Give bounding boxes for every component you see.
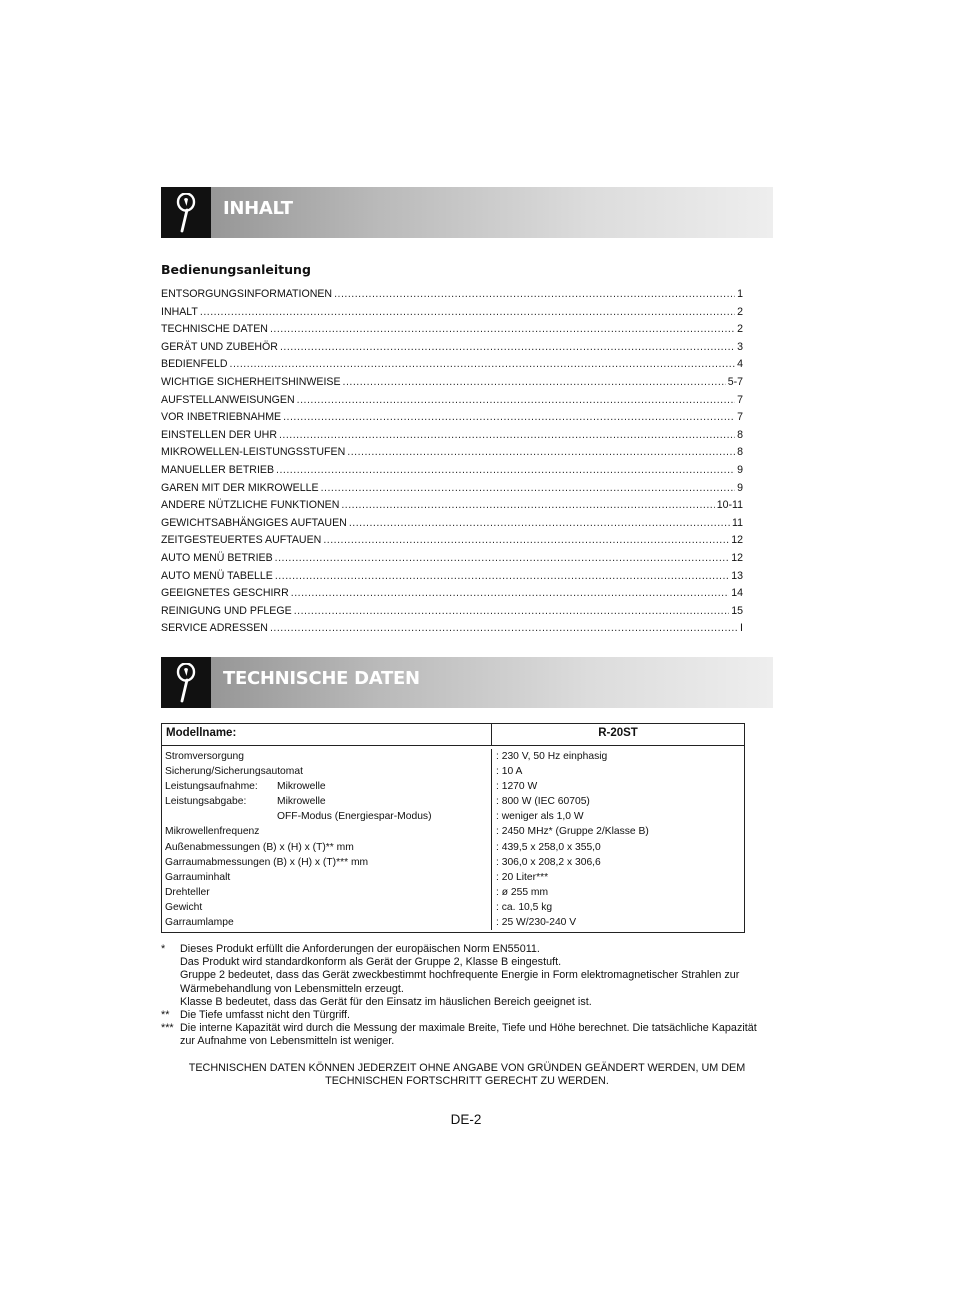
footnote-marker: ** <box>161 1009 170 1022</box>
table-of-contents <box>161 286 743 638</box>
toc-leader-dots <box>347 444 735 462</box>
toc-entry-page: 15 <box>731 604 743 617</box>
spec-label: Garraumabmessungen (B) x (H) x (T)*** mm <box>165 856 369 868</box>
toc-entry <box>161 550 743 568</box>
spec-label: Drehteller <box>165 886 210 898</box>
toc-entry-page: 10-11 <box>716 499 743 512</box>
toc-entry-label: AUFSTELLANWEISUNGEN <box>161 393 295 406</box>
toc-entry <box>161 286 743 304</box>
toc-leader-dots <box>343 374 726 392</box>
toc-entry <box>161 356 743 374</box>
toc-entry-label: INHALT <box>161 305 198 318</box>
toc-entry-page: 7 <box>737 393 743 406</box>
spec-row-value: : ø 255 mm <box>496 886 549 898</box>
spec-row-label <box>165 915 491 930</box>
toc-entry-label: SERVICE ADRESSEN <box>161 622 268 635</box>
section-title: Bedienungsanleitung <box>161 262 311 277</box>
toc-leader-dots <box>321 480 736 498</box>
toc-entry-label: EINSTELLEN DER UHR <box>161 428 277 441</box>
spec-label: Garraumlampe <box>165 917 234 929</box>
footnote-line: Gruppe 2 bedeutet, dass das Gerät zweckbestimmt hochfrequente Energie in Form elektromagnetischer Strahlen zur Wärmebehandlung von Lebensmitteln erzeugt. <box>180 969 740 995</box>
spec-label: Stromversorgung <box>165 751 244 762</box>
toc-entry <box>161 497 743 515</box>
toc-entry-label: VOR INBETRIEBNAHME <box>161 411 282 424</box>
toc-entry <box>161 462 743 480</box>
toc-leader-dots <box>341 497 714 515</box>
toc-entry-label: TECHNISCHE DATEN <box>161 323 268 336</box>
toc-entry <box>161 409 743 427</box>
toc-entry-page: 8 <box>737 446 743 459</box>
spec-row-value: : 20 Liter*** <box>496 871 549 883</box>
spec-label: Sicherung/Sicherungsautomat <box>165 766 303 778</box>
spec-row-label <box>165 870 491 885</box>
toc-entry-page: 5-7 <box>727 375 743 388</box>
spec-row-label <box>165 900 491 915</box>
spec-values-column <box>492 749 744 930</box>
toc-leader-dots <box>291 585 729 603</box>
toc-entry <box>161 444 743 462</box>
toc-entry-page: 12 <box>731 534 743 547</box>
toc-entry <box>161 374 743 392</box>
footnote <box>161 943 773 1009</box>
toc-leader-dots <box>334 286 735 304</box>
info-icon <box>161 657 211 708</box>
toc-entry-page: 3 <box>737 340 743 353</box>
spec-label: Leistungsaufnahme: <box>165 781 258 793</box>
spec-row-value: : 800 W (IEC 60705) <box>496 796 590 808</box>
toc-leader-dots <box>279 427 735 445</box>
toc-entry-page: 4 <box>737 358 743 371</box>
toc-leader-dots <box>270 620 738 638</box>
toc-entry-label: WICHTIGE SICHERHEITSHINWEISE <box>161 375 341 388</box>
spec-row-value: : 10 A <box>496 766 523 778</box>
spec-sublabel: Mikrowelle <box>277 781 326 793</box>
footnote-marker: *** <box>161 1022 174 1035</box>
spec-row-label <box>165 809 491 824</box>
spec-row-value: : 2450 MHz* (Gruppe 2/Klasse B) <box>496 826 649 838</box>
toc-entry-label: GEEIGNETES GESCHIRR <box>161 587 289 600</box>
spec-row-label <box>165 840 491 855</box>
footnote-line: Das Produkt wird standardkonform als Gerät der Gruppe 2, Klasse B eingestuft. <box>180 956 562 969</box>
spec-sublabel: Mikrowelle <box>277 796 326 808</box>
disclaimer-line: TECHNISCHEN FORTSCHRITT GERECHT ZU WERDEN. <box>325 1075 609 1088</box>
toc-entry-page: 7 <box>737 411 743 424</box>
spec-row-value: : 306,0 x 208,2 x 306,6 <box>496 856 601 868</box>
spec-row-label <box>165 749 491 764</box>
toc-leader-dots <box>297 392 735 410</box>
toc-entry-page: 9 <box>737 463 743 476</box>
spec-table <box>161 723 745 933</box>
spec-row-value: : ca. 10,5 kg <box>496 901 553 913</box>
toc-leader-dots <box>323 532 729 550</box>
spec-row-label <box>165 779 491 794</box>
spec-row-value: : 230 V, 50 Hz einphasig <box>496 751 608 762</box>
footnotes <box>161 943 773 1049</box>
spec-row-value: : 439,5 x 258,0 x 355,0 <box>496 841 601 853</box>
footnote-line: Die Tiefe umfasst nicht den Türgriff. <box>180 1009 351 1022</box>
spec-row-label <box>165 764 491 779</box>
spec-sublabel: OFF-Modus (Energiespar-Modus) <box>277 811 432 823</box>
model-label: Modellname: <box>162 724 492 745</box>
spec-row-label <box>165 885 491 900</box>
toc-entry <box>161 515 743 533</box>
spec-label: Außenabmessungen (B) x (H) x (T)** mm <box>165 841 354 853</box>
footnote-line: Die interne Kapazität wird durch die Messung der maximale Breite, Tiefe und Höhe berechnet. Die tatsächliche Kapazität zur Aufnahme von Lebensmitteln ist weniger. <box>180 1022 757 1048</box>
toc-entry <box>161 304 743 322</box>
contents-banner <box>161 187 773 238</box>
spec-row-label <box>165 794 491 809</box>
footnote-line: Dieses Produkt erfüllt die Anforderungen der europäischen Norm EN55011. <box>180 943 540 955</box>
toc-entry-label: ANDERE NÜTZLICHE FUNKTIONEN <box>161 499 340 512</box>
toc-entry <box>161 568 743 586</box>
toc-entry-page: 12 <box>731 551 743 564</box>
toc-entry-page: 13 <box>731 569 743 582</box>
spec-row-label <box>165 855 491 870</box>
toc-entry-page: 11 <box>732 516 743 529</box>
toc-entry-label: GAREN MIT DER MIKROWELLE <box>161 481 319 494</box>
page-number: DE-2 <box>450 1112 482 1127</box>
toc-entry-label: REINIGUNG UND PFLEGE <box>161 604 292 617</box>
toc-entry <box>161 585 743 603</box>
toc-entry-label: BEDIENFELD <box>161 358 228 371</box>
toc-leader-dots <box>200 304 735 322</box>
disclaimer <box>161 1062 773 1089</box>
toc-entry-page: 8 <box>737 428 743 441</box>
spec-label: Garrauminhalt <box>165 871 231 883</box>
toc-leader-dots <box>270 321 735 339</box>
toc-entry-page: 2 <box>737 305 743 318</box>
toc-entry-label: AUTO MENÜ BETRIEB <box>161 551 273 564</box>
spec-label: Gewicht <box>165 901 203 913</box>
toc-entry-label: MANUELLER BETRIEB <box>161 463 275 476</box>
toc-entry-label: AUTO MENÜ TABELLE <box>161 569 273 582</box>
model-value: R-20ST <box>598 727 638 739</box>
toc-entry-label: GEWICHTSABHÄNGIGES AUFTAUEN <box>161 516 347 529</box>
toc-entry <box>161 321 743 339</box>
footnote <box>161 1009 773 1022</box>
toc-leader-dots <box>230 356 736 374</box>
contents-title: INHALT <box>223 198 293 219</box>
spec-row-label <box>165 824 491 839</box>
toc-leader-dots <box>349 515 730 533</box>
toc-entry-page: 2 <box>737 323 743 336</box>
specs-banner <box>161 657 773 708</box>
spec-row-value: : 25 W/230-240 V <box>496 917 577 929</box>
toc-leader-dots <box>275 568 729 586</box>
toc-entry-label: MIKROWELLEN-LEISTUNGSSTUFEN <box>161 446 346 459</box>
footnote-marker: * <box>161 943 166 955</box>
toc-entry-page: 14 <box>731 587 743 600</box>
disclaimer-line: TECHNISCHEN DATEN KÖNNEN JEDERZEIT OHNE ANGABE VON GRÜNDEN GEÄNDERT WERDEN, UM DEM <box>188 1062 746 1074</box>
toc-leader-dots <box>276 462 735 480</box>
spec-label: Mikrowellenfrequenz <box>165 826 260 838</box>
toc-entry <box>161 532 743 550</box>
toc-entry-label: ENTSORGUNGSINFORMATIONEN <box>161 288 333 300</box>
footnote <box>161 1022 773 1048</box>
toc-entry-page: 9 <box>737 481 743 494</box>
spec-labels-column <box>162 749 492 930</box>
spec-row-value: : 1270 W <box>496 781 538 793</box>
info-icon <box>161 187 211 238</box>
toc-entry <box>161 603 743 621</box>
toc-leader-dots <box>275 550 730 568</box>
specs-title: TECHNISCHE DATEN <box>223 668 420 689</box>
footnote-line: Klasse B bedeutet, dass das Gerät für den Einsatz im häuslichen Bereich geeignet ist. <box>180 995 592 1008</box>
toc-entry <box>161 427 743 445</box>
toc-entry <box>161 620 743 638</box>
toc-entry <box>161 339 743 357</box>
toc-entry-page: 1 <box>737 288 743 300</box>
toc-entry <box>161 392 743 410</box>
spec-label: Leistungsabgabe: <box>165 796 247 808</box>
toc-entry-label: ZEITGESTEUERTES AUFTAUEN <box>161 534 322 547</box>
toc-leader-dots <box>280 339 735 357</box>
toc-entry-page: I <box>740 622 743 635</box>
spec-row-value: : weniger als 1,0 W <box>496 811 584 823</box>
toc-leader-dots <box>283 409 735 427</box>
toc-leader-dots <box>294 603 730 621</box>
toc-entry-label: GERÄT UND ZUBEHÖR <box>161 340 278 353</box>
toc-entry <box>161 480 743 498</box>
spec-table-header <box>162 724 744 746</box>
